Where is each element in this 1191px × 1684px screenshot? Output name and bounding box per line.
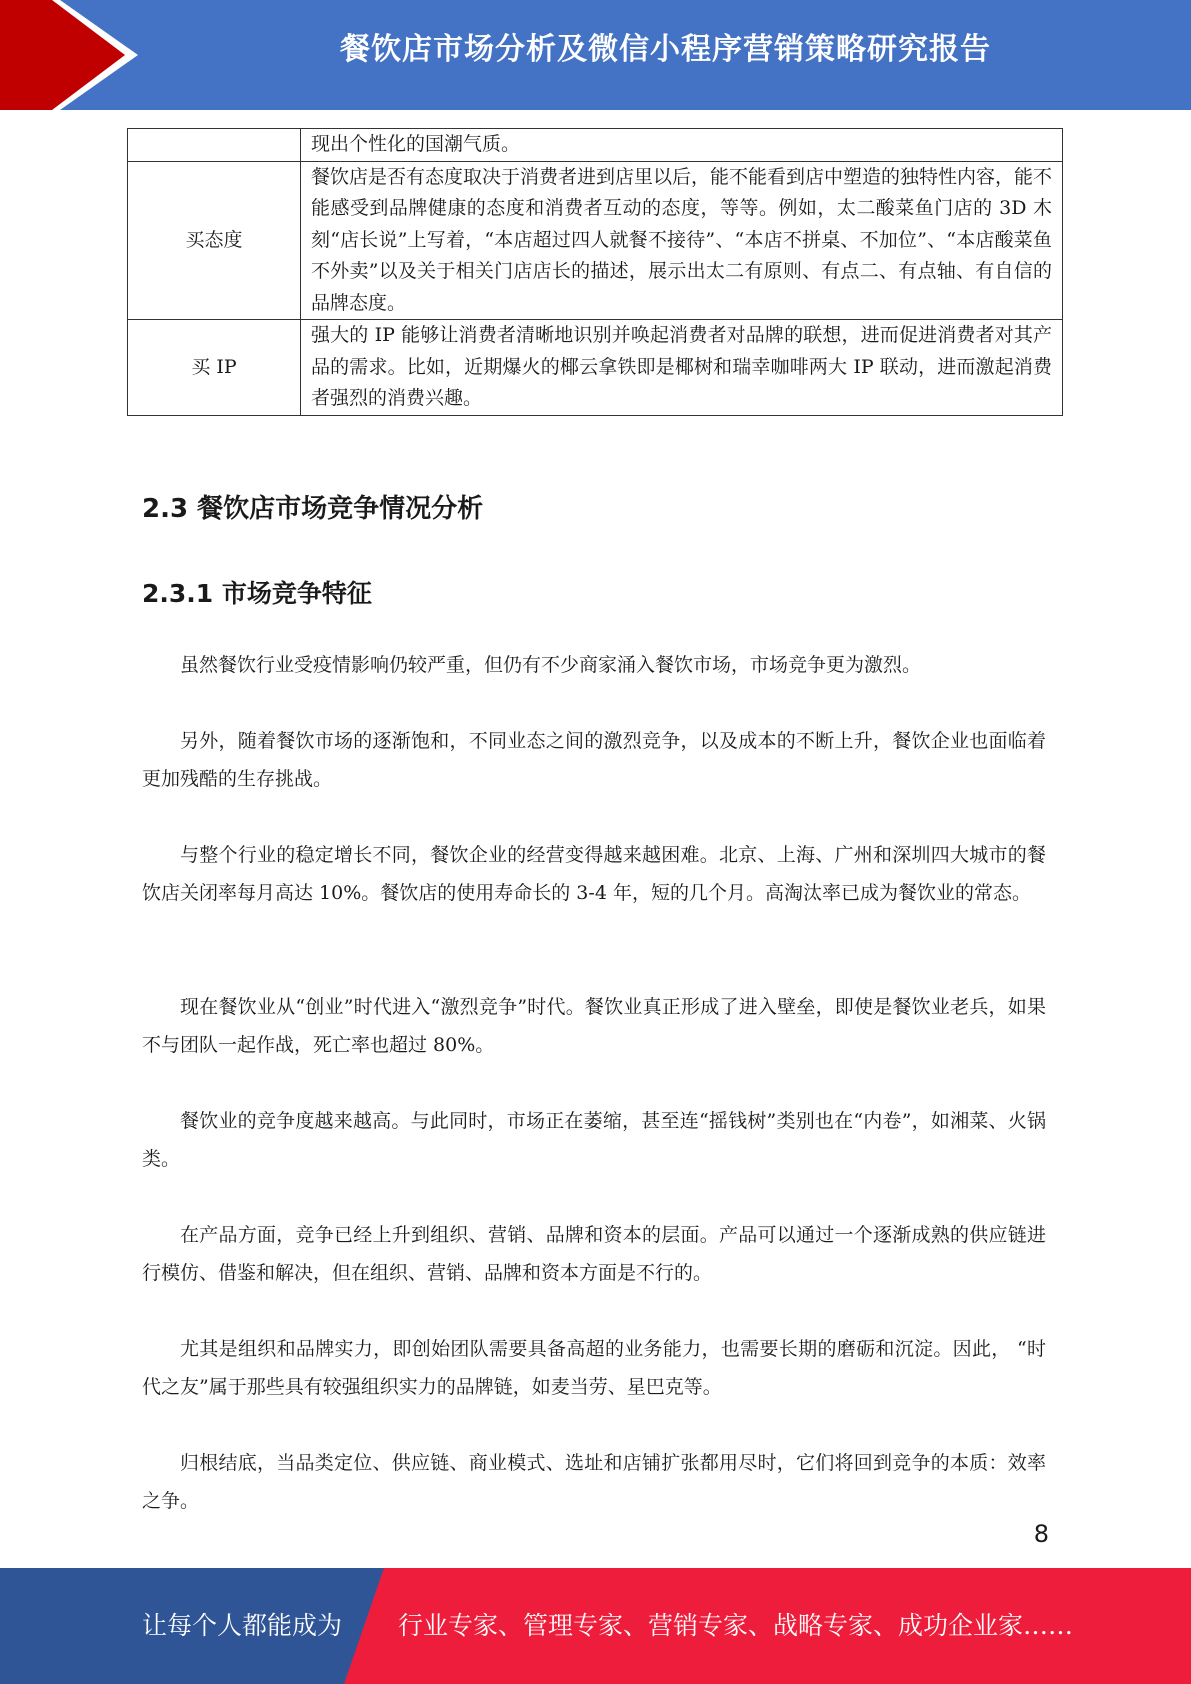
table-row [128,161,1063,320]
table-row [128,320,1063,416]
body-paragraph: 尤其是组织和品牌实力，即创始团队需要具备高超的业务能力，也需要长期的磨砺和沉淀。因此， “时代之友”属于那些具有较强组织实力的品牌链，如麦当劳、星巴克等。 [142,1338,1046,1398]
page-number: 8 [1033,1520,1049,1548]
table-row [128,129,1063,162]
page-header [0,0,1191,110]
page-footer [0,1568,1191,1684]
body-paragraph: 归根结底，当品类定位、供应链、商业模式、选址和店铺扩张都用尽时，它们将回到竞争的本质：效率之争。 [142,1452,1046,1512]
table-label-cell: 买 IP [128,320,301,416]
footer-slogan-right: 行业专家、管理专家、营销专家、战略专家、成功企业家…… [398,1611,1074,1640]
table-text-cell: 餐饮店是否有态度取决于消费者进到店里以后，能不能看到店中塑造的独特性内容，能不能感受到品牌健康的态度和消费者互动的态度，等等。例如，太二酸菜鱼门店的 3D 木刻“店长说”上写着，“本店超过四人就餐不接待”、“本店不拼桌、不加位”、“本店酸菜鱼不外卖”以及关于相关门店店长的描述，展示出太二有原则、有点二、有点轴、有自信的品牌态度。 [301,161,1063,320]
header-title: 餐饮店市场分析及微信小程序营销策略研究报告 [340,32,991,67]
info-table [127,128,1063,416]
body-paragraph: 现在餐饮业从“创业”时代进入“激烈竞争”时代。餐饮业真正形成了进入壁垒，即使是餐饮业老兵，如果不与团队一起作战，死亡率也超过 80%。 [142,996,1046,1056]
section-heading: 2.3 餐饮店市场竞争情况分析 [142,494,484,524]
header-chevron-decoration [0,0,150,110]
body-paragraph: 另外，随着餐饮市场的逐渐饱和，不同业态之间的激烈竞争，以及成本的不断上升，餐饮企业也面临着更加残酷的生存挑战。 [142,730,1046,790]
body-paragraph: 与整个行业的稳定增长不同，餐饮企业的经营变得越来越困难。北京、上海、广州和深圳四大城市的餐饮店关闭率每月高达 10%。餐饮店的使用寿命长的 3-4 年，短的几个月。高淘汰率已成为餐饮业的常态。 [142,844,1046,904]
table-label-cell: 买态度 [128,161,301,320]
table-text-cell: 现出个性化的国潮气质。 [301,129,1063,162]
table-text-cell: 强大的 IP 能够让消费者清晰地识别并唤起消费者对品牌的联想，进而促进消费者对其产品的需求。比如，近期爆火的椰云拿铁即是椰树和瑞幸咖啡两大 IP 联动，进而激起消费者强烈的消费兴趣。 [301,320,1063,416]
footer-slogan-left: 让每个人都能成为 [142,1611,343,1640]
body-paragraph: 虽然餐饮行业受疫情影响仍较严重，但仍有不少商家涌入餐饮市场，市场竞争更为激烈。 [180,654,922,676]
body-paragraph: 在产品方面，竞争已经上升到组织、营销、品牌和资本的层面。产品可以通过一个逐渐成熟的供应链进行模仿、借鉴和解决，但在组织、营销、品牌和资本方面是不行的。 [142,1224,1046,1284]
subsection-heading: 2.3.1 市场竞争特征 [142,579,372,608]
body-paragraph: 餐饮业的竞争度越来越高。与此同时，市场正在萎缩，甚至连“摇钱树”类别也在“内卷”，如湘菜、火锅类。 [142,1110,1046,1170]
table-label-cell [128,129,301,162]
